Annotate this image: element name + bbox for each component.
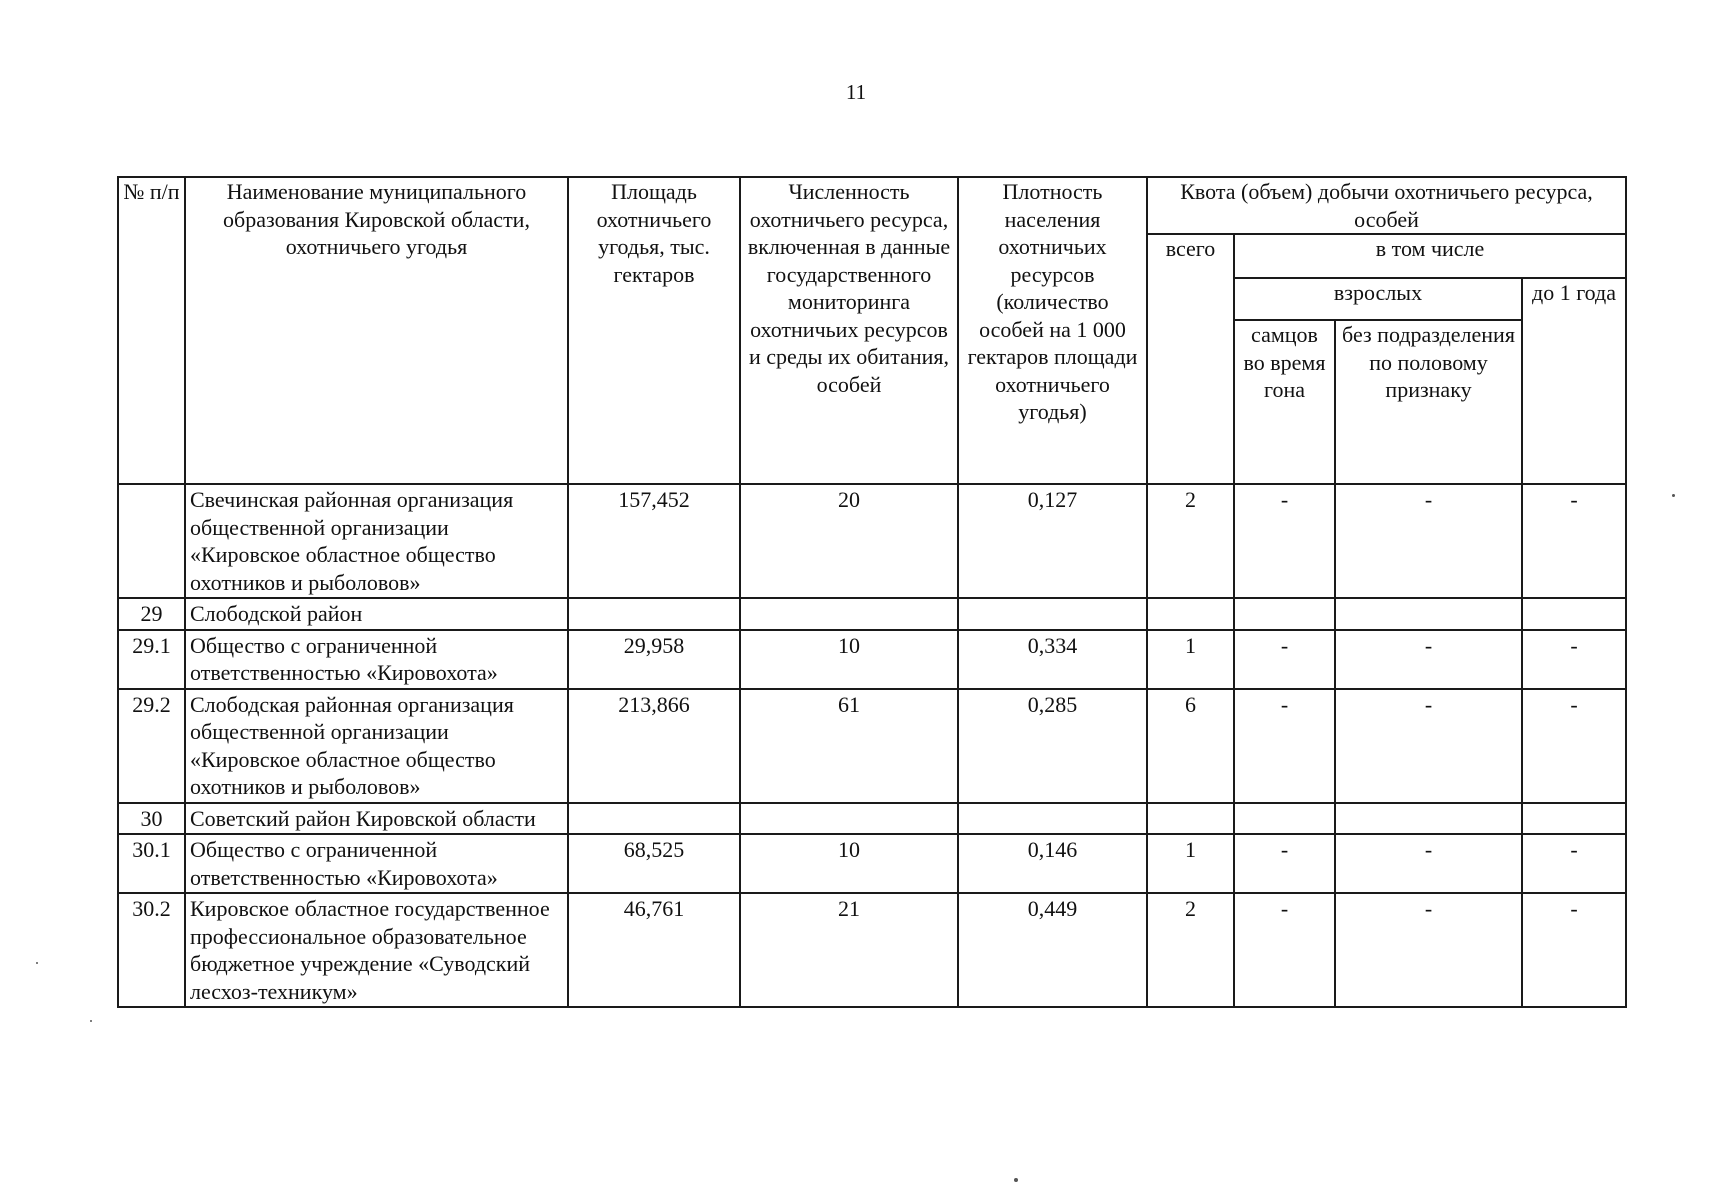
cell-area: 68,525 — [568, 834, 740, 893]
cell-population — [740, 803, 958, 835]
cell-without-sex-division: - — [1335, 834, 1522, 893]
cell-name: Слободской район — [185, 598, 568, 630]
header-quota: Квота (объем) добычи охотничьего ресурса, особей — [1147, 177, 1626, 234]
header-area: Площадь охотничьего угодья, тыс. гектаров — [568, 177, 740, 484]
cell-total — [1147, 598, 1234, 630]
table-row — [118, 484, 1626, 598]
cell-density: 0,449 — [958, 893, 1147, 1007]
cell-without-sex-division: - — [1335, 689, 1522, 803]
scan-speck — [1672, 494, 1675, 497]
cell-name: Советский район Кировской области — [185, 803, 568, 835]
header-under-one-year: до 1 года — [1522, 278, 1626, 484]
scan-speck — [1014, 1178, 1018, 1182]
table-row — [118, 834, 1626, 893]
cell-males-during-rut — [1234, 803, 1335, 835]
cell-without-sex-division: - — [1335, 893, 1522, 1007]
cell-males-during-rut — [1234, 598, 1335, 630]
table-row — [118, 893, 1626, 1007]
cell-name: Общество с ограниченной ответственностью «Кировохота» — [185, 630, 568, 689]
cell-area — [568, 803, 740, 835]
cell-without-sex-division: - — [1335, 630, 1522, 689]
cell-under-one-year: - — [1522, 834, 1626, 893]
cell-without-sex-division — [1335, 803, 1522, 835]
cell-density: 0,334 — [958, 630, 1147, 689]
cell-under-one-year: - — [1522, 484, 1626, 598]
cell-name: Кировское областное государственное профессиональное образовательное бюджетное учреждение «Суводский лесхоз-техникум» — [185, 893, 568, 1007]
cell-males-during-rut: - — [1234, 893, 1335, 1007]
cell-density: 0,127 — [958, 484, 1147, 598]
cell-no — [118, 484, 185, 598]
cell-no: 29.1 — [118, 630, 185, 689]
cell-under-one-year — [1522, 803, 1626, 835]
cell-name: Общество с ограниченной ответственностью «Кировохота» — [185, 834, 568, 893]
header-adults: взрослых — [1234, 278, 1522, 320]
table-row — [118, 598, 1626, 630]
cell-no: 30 — [118, 803, 185, 835]
cell-population: 10 — [740, 834, 958, 893]
cell-density — [958, 598, 1147, 630]
cell-density — [958, 803, 1147, 835]
header-density: Плотность населения охотничьих ресурсов (количество особей на 1 000 гектаров площади охотничьего угодья) — [958, 177, 1147, 484]
cell-density: 0,285 — [958, 689, 1147, 803]
cell-total: 2 — [1147, 893, 1234, 1007]
cell-without-sex-division: - — [1335, 484, 1522, 598]
table-row — [118, 803, 1626, 835]
cell-total: 1 — [1147, 630, 1234, 689]
cell-males-during-rut: - — [1234, 834, 1335, 893]
cell-population: 21 — [740, 893, 958, 1007]
hunting-quota-table — [117, 176, 1627, 1008]
header-including: в том числе — [1234, 234, 1626, 278]
header-without-sex-division: без подразделения по половому признаку — [1335, 320, 1522, 484]
scan-speck — [90, 1020, 92, 1022]
cell-area: 157,452 — [568, 484, 740, 598]
cell-no: 30.2 — [118, 893, 185, 1007]
cell-without-sex-division — [1335, 598, 1522, 630]
cell-under-one-year — [1522, 598, 1626, 630]
scan-speck — [36, 962, 38, 964]
cell-name: Свечинская районная организация общественной организации «Кировское областное общество охотников и рыболовов» — [185, 484, 568, 598]
header-total: всего — [1147, 234, 1234, 484]
cell-density: 0,146 — [958, 834, 1147, 893]
cell-total: 2 — [1147, 484, 1234, 598]
table-row — [118, 689, 1626, 803]
cell-population — [740, 598, 958, 630]
cell-no: 29.2 — [118, 689, 185, 803]
cell-total: 6 — [1147, 689, 1234, 803]
header-name: Наименование муниципального образования Кировской области, охотничьего угодья — [185, 177, 568, 484]
cell-area: 213,866 — [568, 689, 740, 803]
cell-males-during-rut: - — [1234, 484, 1335, 598]
cell-under-one-year: - — [1522, 630, 1626, 689]
cell-population: 61 — [740, 689, 958, 803]
cell-area — [568, 598, 740, 630]
cell-area: 29,958 — [568, 630, 740, 689]
cell-name: Слободская районная организация общественной организации «Кировское областное общество охотников и рыболовов» — [185, 689, 568, 803]
cell-area: 46,761 — [568, 893, 740, 1007]
cell-total — [1147, 803, 1234, 835]
page-number: 11 — [845, 80, 867, 104]
table-body — [118, 484, 1626, 1007]
cell-no: 30.1 — [118, 834, 185, 893]
cell-population: 20 — [740, 484, 958, 598]
header-no: № п/п — [118, 177, 185, 484]
header-population: Численность охотничьего ресурса, включенная в данные государственного мониторинга охотничьих ресурсов и среды их обитания, особей — [740, 177, 958, 484]
cell-males-during-rut: - — [1234, 630, 1335, 689]
cell-total: 1 — [1147, 834, 1234, 893]
table-header — [118, 177, 1626, 484]
header-males-during-rut: самцов во время гона — [1234, 320, 1335, 484]
cell-males-during-rut: - — [1234, 689, 1335, 803]
table-row — [118, 630, 1626, 689]
cell-under-one-year: - — [1522, 893, 1626, 1007]
cell-population: 10 — [740, 630, 958, 689]
cell-under-one-year: - — [1522, 689, 1626, 803]
cell-no: 29 — [118, 598, 185, 630]
